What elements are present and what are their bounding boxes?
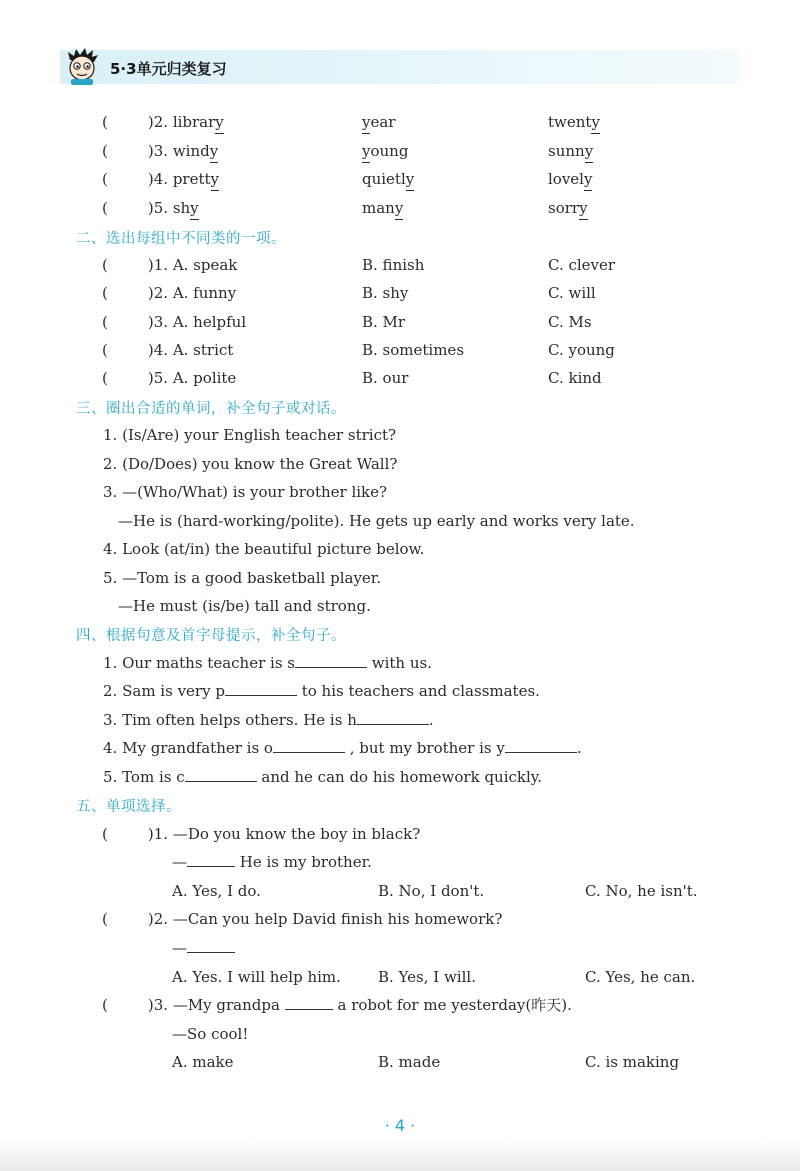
option-a[interactable]: A. Yes. I will help him.: [172, 968, 341, 986]
list-item: 3. Tim often helps others. He is h .: [103, 711, 434, 729]
page-number: · 4 ·: [384, 1116, 416, 1135]
answer-blank[interactable]: [357, 710, 429, 725]
option-b: B. finish: [362, 256, 425, 274]
reply-line: — He is my brother.: [172, 853, 372, 871]
section-title: 二、选出每组中不同类的一项。: [76, 231, 286, 247]
option-c[interactable]: C. Yes, he can.: [585, 968, 696, 986]
list-item: 4. Look (at/in) the beautiful picture below.: [103, 540, 425, 558]
header-title: 5·3单元归类复习: [110, 60, 227, 78]
section-title: 三、圈出合适的单词，补全句子或对话。: [76, 401, 346, 417]
answer-blank[interactable]: [187, 938, 235, 953]
page-edge: [0, 1140, 800, 1171]
option-c: C. young: [548, 341, 615, 359]
option-b: B. our: [362, 369, 409, 387]
section-title: 四、根据句意及首字母提示，补全句子。: [76, 628, 346, 644]
list-item: ( )2. library: [102, 112, 224, 132]
list-item: 1. Our maths teacher is s with us.: [103, 654, 432, 672]
option-c: lovely: [548, 169, 592, 189]
option-b: B. sometimes: [362, 341, 465, 359]
list-item: —He is (hard-working/polite). He gets up early and works very late.: [118, 512, 635, 530]
list-item: 3. —(Who/What) is your brother like?: [103, 483, 388, 501]
list-item: ( )4. pretty: [102, 169, 219, 189]
option-c: C. Ms: [548, 313, 592, 331]
list-item: 2. Sam is very p to his teachers and classmates.: [103, 682, 540, 700]
option-b[interactable]: B. No, I don't.: [378, 882, 485, 900]
option-a[interactable]: A. Yes, I do.: [172, 882, 261, 900]
option-b: y oung: [362, 141, 408, 161]
list-item: ( )5. shy: [102, 198, 199, 218]
option-c: C. will: [548, 284, 596, 302]
question: ( )2. —Can you help David finish his homework?: [102, 910, 503, 928]
section-title: 五、单项选择。: [76, 799, 181, 815]
option-b[interactable]: B. Yes, I will.: [378, 968, 476, 986]
option-b: B. Mr: [362, 313, 406, 331]
option-c: sorry: [548, 198, 588, 218]
list-item: ( )1. A. speak: [102, 256, 238, 274]
cartoon-boy-icon: [62, 46, 102, 86]
list-item: 1. (Is/Are) your English teacher strict?: [103, 426, 397, 444]
option-c[interactable]: C. No, he isn't.: [585, 882, 698, 900]
answer-blank[interactable]: [505, 738, 577, 753]
list-item: ( )4. A. strict: [102, 341, 234, 359]
answer-blank[interactable]: [185, 767, 257, 782]
answer-blank[interactable]: [295, 653, 367, 668]
question: ( )3. —My grandpa a robot for me yesterday(昨天).: [102, 996, 572, 1014]
answer-blank[interactable]: [285, 995, 333, 1010]
list-item: —He must (is/be) tall and strong.: [118, 597, 371, 615]
option-c[interactable]: C. is making: [585, 1053, 680, 1071]
option-b: quietly: [362, 169, 414, 189]
option-c: twenty: [548, 112, 600, 132]
list-item: ( )3. A. helpful: [102, 313, 247, 331]
option-b: B. shy: [362, 284, 409, 302]
option-c: C. clever: [548, 256, 616, 274]
answer-blank[interactable]: [187, 852, 235, 867]
option-c: C. kind: [548, 369, 602, 387]
reply-line: —So cool!: [172, 1025, 249, 1043]
option-c: sunny: [548, 141, 593, 161]
answer-blank[interactable]: [225, 681, 297, 696]
list-item: 5. Tom is c and he can do his homework quickly.: [103, 768, 543, 786]
list-item: ( )2. A. funny: [102, 284, 237, 302]
option-b: y ear: [362, 112, 395, 132]
list-item: 4. My grandfather is o , but my brother is y .: [103, 739, 582, 757]
list-item: ( )3. windy: [102, 141, 218, 161]
list-item: 5. —Tom is a good basketball player.: [103, 569, 382, 587]
reply-line: —: [172, 938, 235, 958]
option-a[interactable]: A. make: [172, 1053, 234, 1071]
option-b: many: [362, 198, 403, 218]
option-b[interactable]: B. made: [378, 1053, 441, 1071]
list-item: ( )5. A. polite: [102, 369, 237, 387]
question: ( )1. —Do you know the boy in black?: [102, 825, 421, 843]
list-item: 2. (Do/Does) you know the Great Wall?: [103, 455, 398, 473]
answer-blank[interactable]: [273, 738, 345, 753]
